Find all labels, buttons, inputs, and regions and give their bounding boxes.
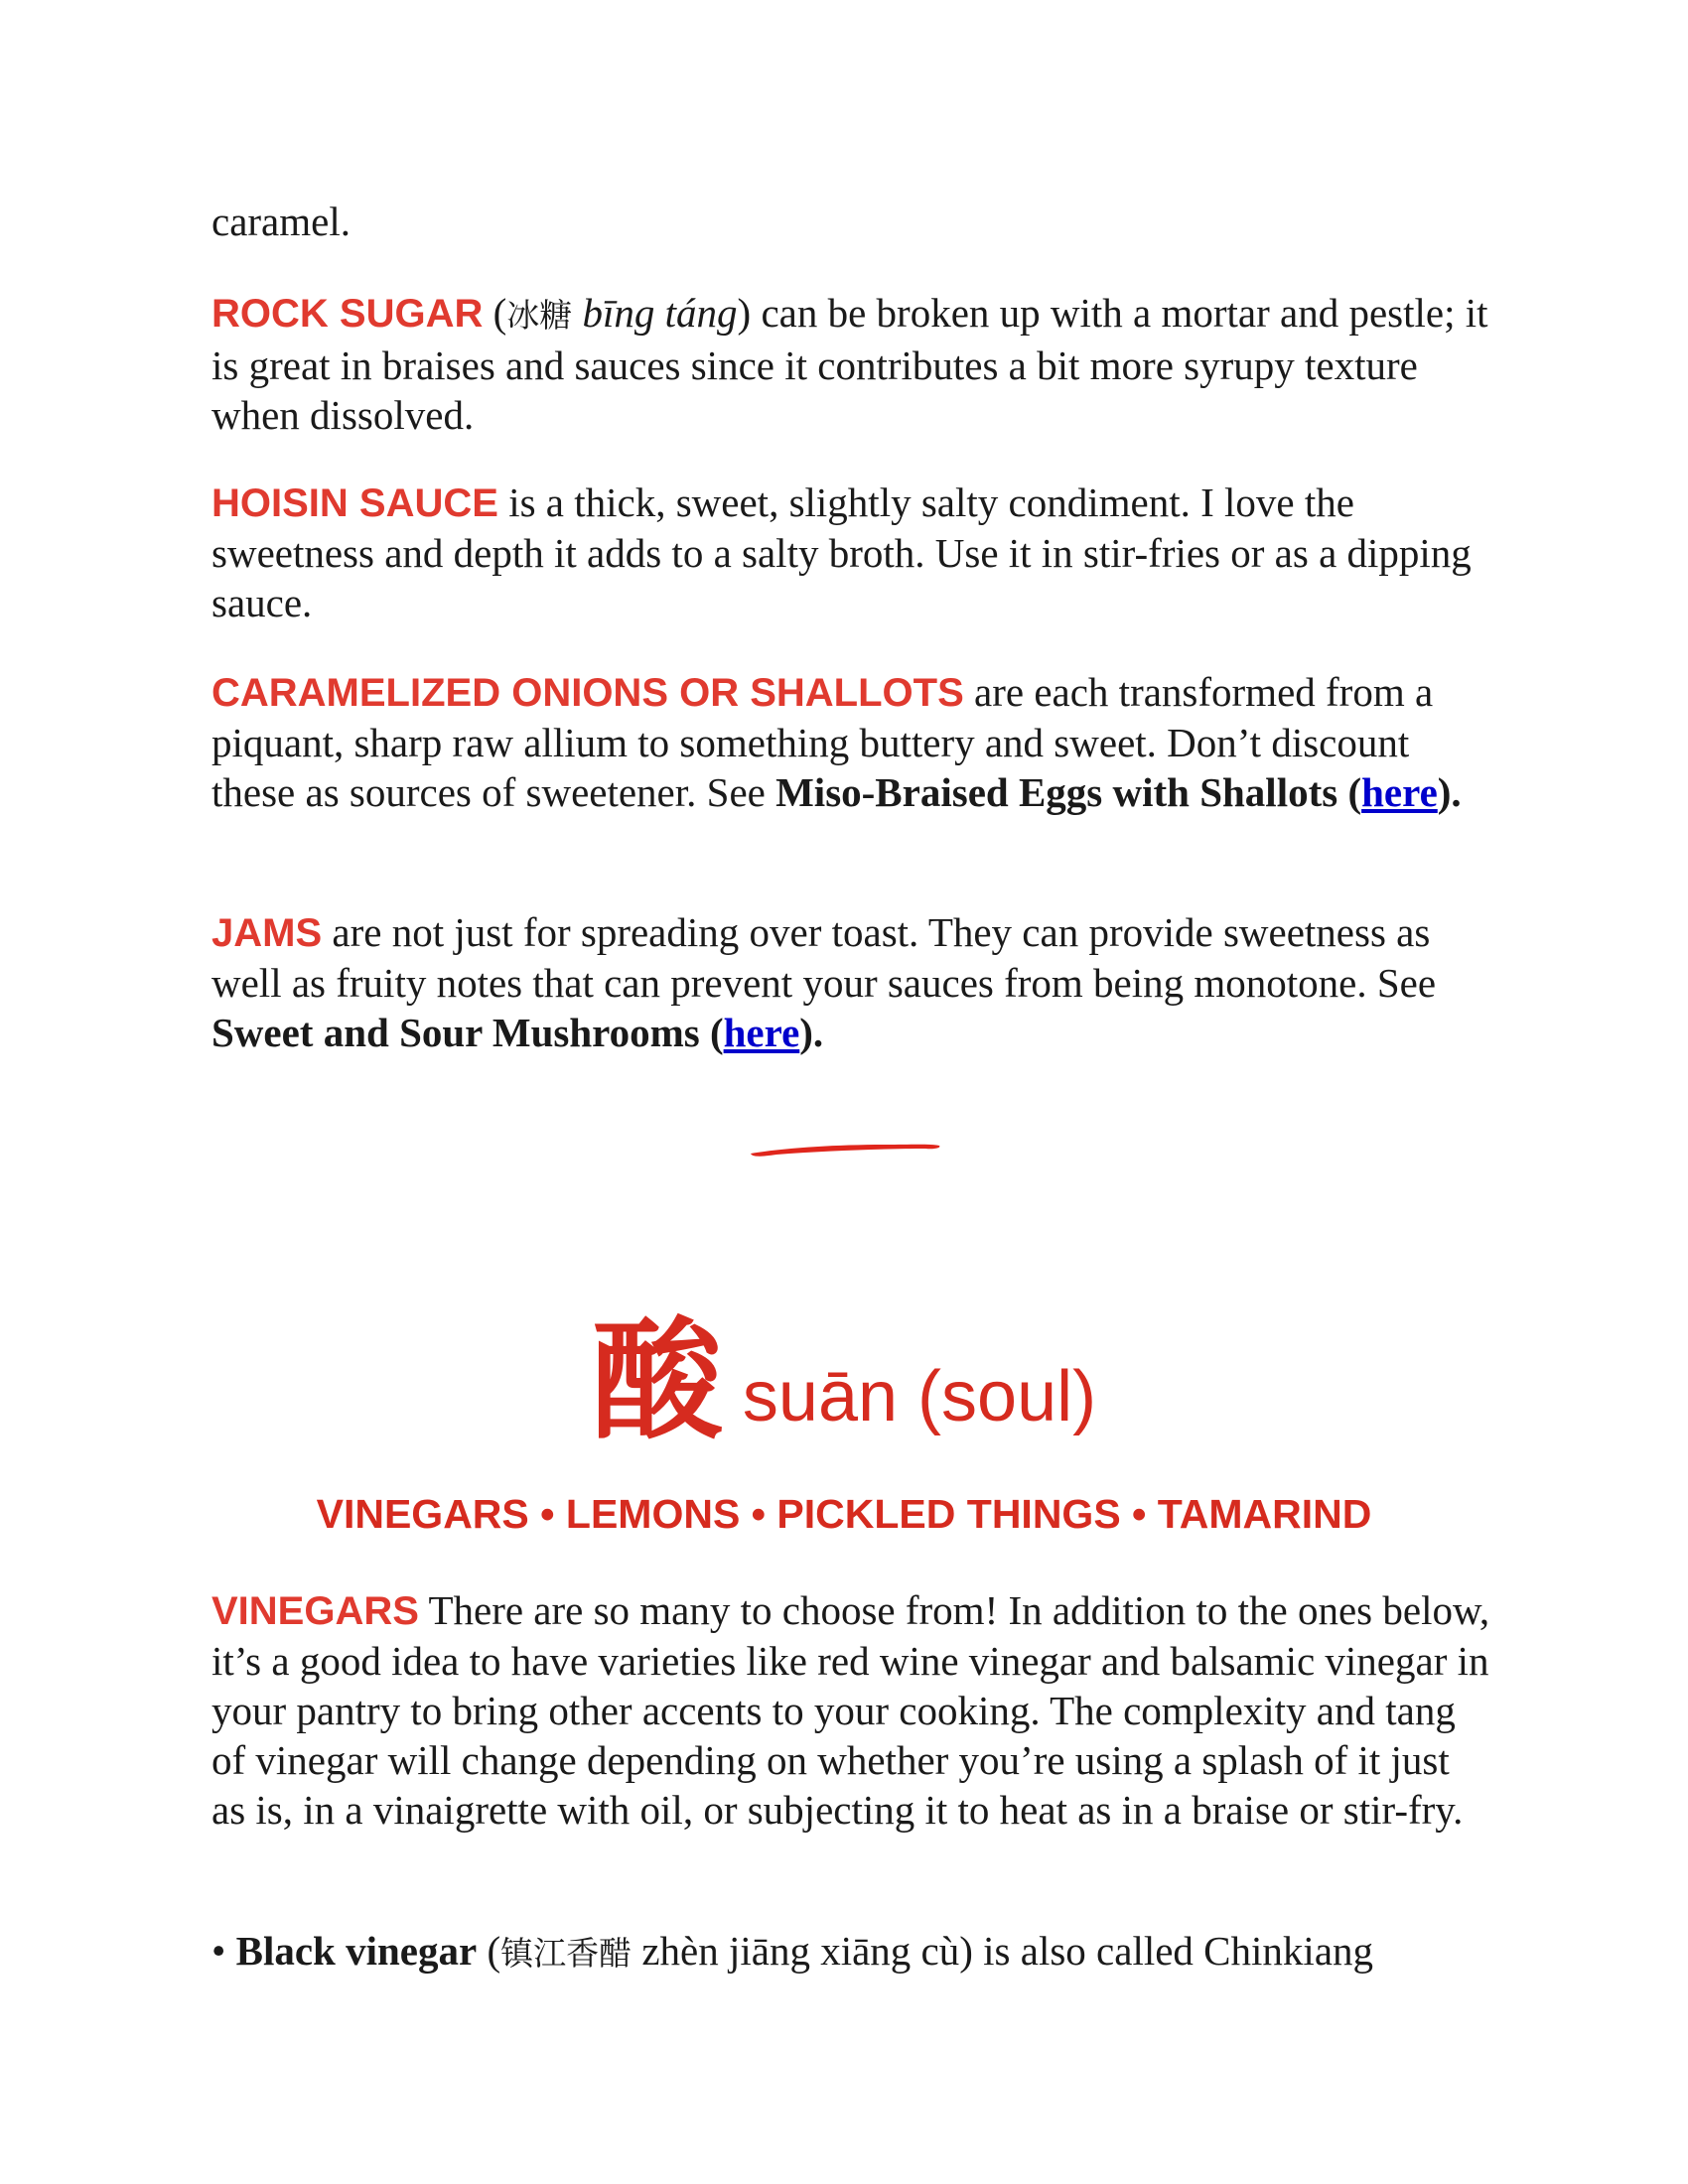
recipe-ref-sweet-sour-mushrooms: Sweet and Sour Mushrooms (211, 1010, 700, 1055)
section-heading-suan (0, 1276, 1688, 1464)
ref-close-paren: ). (799, 1010, 824, 1055)
list-item-black-vinegar (211, 1926, 1492, 1979)
bullet: • (211, 1928, 236, 1974)
ref-open-paren: ( (699, 1010, 724, 1055)
entry-jams (211, 907, 1492, 1057)
term-rock-sugar: ROCK SUGAR (211, 292, 484, 336)
term-caramelized-onions: CARAMELIZED ONIONS OR SHALLOTS (211, 671, 964, 715)
recipe-ref-miso-braised-eggs: Miso-Braised Eggs with Shallots (775, 769, 1338, 815)
hoisin-description: is a thick, sweet, slightly salty condiment. I love the sweetness and depth it adds to a salty broth. Use it in stir-fries or as a dipping sauce. (211, 479, 1472, 625)
continuation-text: caramel. (211, 199, 351, 244)
black-vinegar-paragraph (211, 1926, 1492, 1979)
rock-sugar-chinese: 冰糖 (506, 296, 573, 335)
caramelized-paragraph (211, 667, 1492, 817)
term-hoisin-sauce: HOISIN SAUCE (211, 481, 498, 525)
rock-sugar-paragraph (211, 288, 1492, 440)
black-vinegar-pinyin: zhèn jiāng xiāng cù (632, 1928, 960, 1974)
black-vinegar-chinese: 镇江香醋 (500, 1934, 633, 1973)
brush-stroke-divider (747, 1134, 945, 1163)
term-jams: JAMS (211, 911, 323, 955)
section-title: suān (soul) (722, 1357, 1097, 1436)
term-vinegars: VINEGARS (211, 1589, 419, 1633)
jams-description: are not just for spreading over toast. They can provide sweetness as well as fruity notes that can prevent your sauces from being monotone. See (211, 909, 1437, 1006)
vinegars-description: There are so many to choose from! In addition to the ones below, it’s a good idea to have varieties like red wine vinegar and balsamic vinegar in your pantry to bring other accents to your cooking. The complexity and tang of vinegar will change depending on whether you’re using a splash of it just as is, in a vinaigrette with oil, or subjecting it to heat as in a braise or stir-fry. (211, 1587, 1490, 1833)
entry-vinegars (211, 1585, 1492, 1835)
here-link-miso-braised-eggs[interactable]: here (1361, 769, 1438, 815)
section-subtitle: VINEGARS • LEMONS • PICKLED THINGS • TAMARIND (316, 1491, 1372, 1537)
hoisin-paragraph (211, 478, 1492, 627)
paragraph-continuation (211, 197, 1492, 246)
rock-sugar-open-paren: ( (483, 290, 507, 336)
jams-paragraph (211, 907, 1492, 1057)
here-link-sweet-sour-mushrooms[interactable]: here (723, 1010, 800, 1055)
black-vinegar-description: ) is also called Chinkiang (959, 1928, 1374, 1974)
entry-hoisin-sauce (211, 478, 1492, 627)
ref-close-paren: ). (1437, 769, 1462, 815)
entry-rock-sugar (211, 288, 1492, 440)
entry-caramelized-onions (211, 667, 1492, 817)
black-vinegar-open-paren: ( (477, 1928, 501, 1974)
black-vinegar-name: Black vinegar (235, 1928, 478, 1974)
caramelized-description: are each transformed from a piquant, sharp raw allium to something buttery and sweet. Don’t discount these as sources of sweetener. See (211, 669, 1434, 815)
vinegars-paragraph (211, 1585, 1492, 1835)
rock-sugar-description: ) can be broken up with a mortar and pestle; it is great in braises and sauces since it contributes a bit more syrupy texture when dissolved. (211, 290, 1488, 438)
rock-sugar-pinyin: bīng táng (572, 290, 738, 336)
ref-open-paren: ( (1337, 769, 1362, 815)
suan-glyph: 酸 (591, 1305, 723, 1458)
